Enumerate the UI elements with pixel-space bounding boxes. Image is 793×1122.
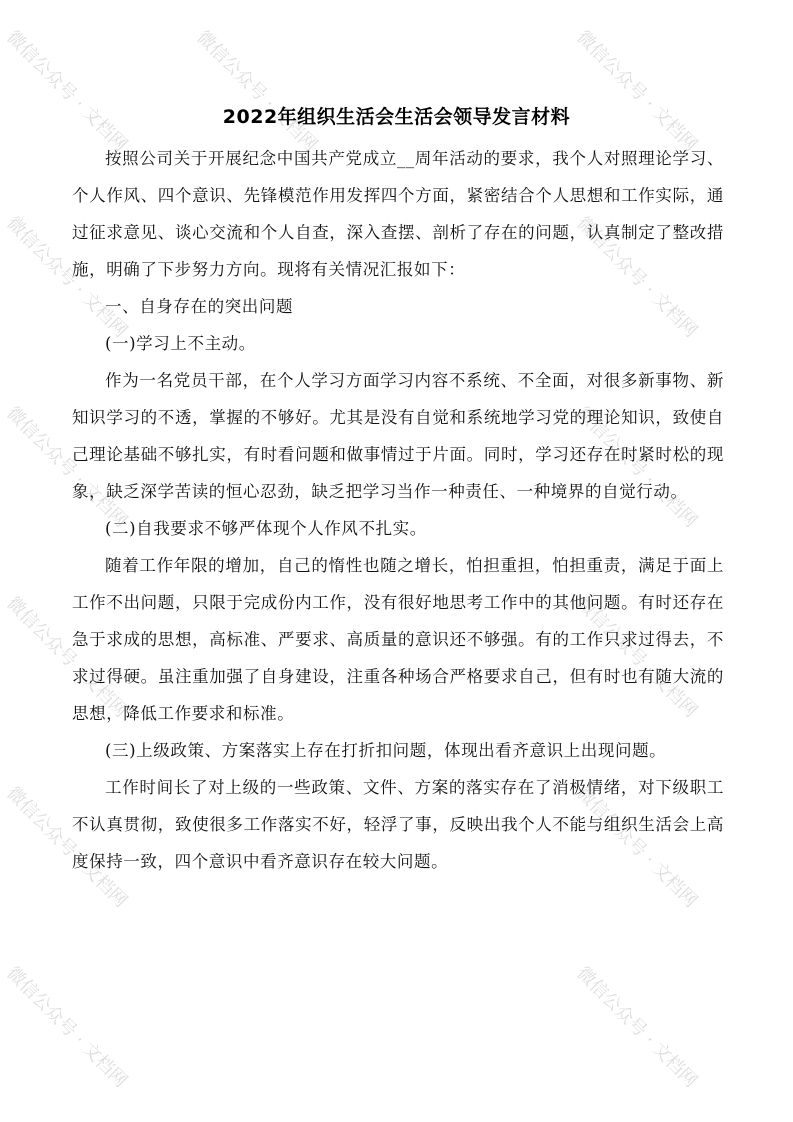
watermark: 微信公众号 · 文档网 (2, 592, 132, 722)
section-heading: 一、自身存在的突出问题 (105, 297, 294, 316)
watermark: 微信公众号 · 文档网 (192, 26, 322, 156)
body-paragraph: 随着工作年限的增加，自己的惰性也随之增长，怕担重担，怕担重责，满足于面上工作不出问题，只限于完成份内工作，没有很好地思考工作中的其他问题。有时还存在急于求成的思想，高标准、严要求、高质量的意识还不够强。有的工作只求过得去，不求过得硬。虽注重加强了自身建设，注重各种场合严格要求自己，但有时也有随大流的思想，降低工作要求和标准。 (72, 556, 724, 723)
watermark: 微信公众号 · 文档网 (2, 212, 132, 342)
watermark: 微信公众号 · 文档网 (572, 592, 702, 722)
watermark: 微信公众号 · 文档网 (572, 962, 702, 1092)
subsection-heading: (二)自我要求不够严体现个人作风不扎实。 (105, 519, 427, 538)
watermark: 微信公众号 · 文档网 (572, 782, 702, 912)
watermark: 微信公众号 · 文档网 (572, 212, 702, 342)
subsection-heading: (三)上级政策、方案落实上存在打折扣问题，体现出看齐意识上出现问题。 (105, 741, 667, 760)
watermark: 微信公众号 · 文档网 (572, 402, 702, 532)
watermark: 微信公众号 · 文档网 (572, 26, 702, 156)
watermark: 微信公众号 · 文档网 (2, 402, 132, 532)
body-paragraph: 工作时间长了对上级的一些政策、文件、方案的落实存在了消极情绪，对下级职工不认真贯彻，致使很多工作落实不好，轻浮了事，反映出我个人不能与组织生活会上高度保持一致，四个意识中看齐意识存在较大问题。 (72, 778, 724, 871)
subsection-heading: (一)学习上不主动。 (105, 334, 256, 353)
watermark: 微信公众号 · 文档网 (2, 26, 132, 156)
document-title: 2022年组织生活会生活会领导发言材料 (222, 106, 571, 128)
watermark: 微信公众号 · 文档网 (2, 782, 132, 912)
document-body (72, 140, 724, 880)
body-paragraph: 作为一名党员干部，在个人学习方面学习内容不系统、不全面，对很多新事物、新知识学习的不透，掌握的不够好。尤其是没有自觉和系统地学习党的理论知识，致使自己理论基础不够扎实，有时看问题和做事情过于片面。同时，学习还存在时紧时松的现象，缺乏深学苦读的恒心忍劲，缺乏把学习当作一种责任、一种境界的自觉行动。 (72, 371, 724, 501)
intro-paragraph: 按照公司关于开展纪念中国共产党成立__周年活动的要求，我个人对照理论学习、个人作风、四个意识、先锋模范作用发挥四个方面，紧密结合个人思想和工作实际，通过征求意见、谈心交流和个人自查，深入查摆、剖析了存在的问题，认真制定了整改措施，明确了下步努力方向。现将有关情况汇报如下： (72, 149, 724, 279)
watermark: 微信公众号 · 文档网 (2, 962, 132, 1092)
